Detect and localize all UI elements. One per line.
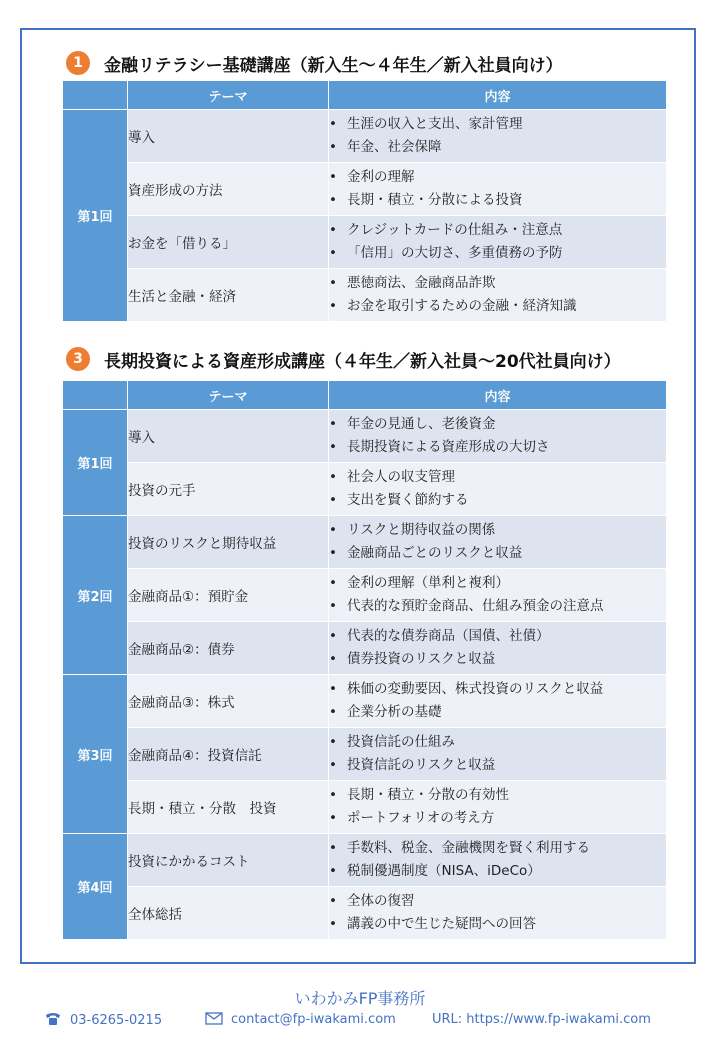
list-item-text: お金を取引するための金融・経済知識 — [347, 298, 577, 314]
list-item-text: リスクと期待収益の関係 — [347, 522, 496, 538]
list-item — [329, 113, 666, 136]
phone-icon — [44, 1012, 62, 1026]
bullet-icon: • — [329, 598, 337, 614]
bullet-icon: • — [329, 439, 337, 455]
content-cell — [329, 728, 667, 781]
table-row — [63, 887, 667, 940]
theme-cell: 生活と金融・経済 — [128, 269, 329, 322]
email-contact — [205, 1012, 396, 1027]
list-item — [329, 136, 666, 159]
bullet-icon: • — [329, 757, 337, 773]
content-list — [329, 219, 666, 265]
list-item — [329, 489, 666, 512]
phone-contact — [44, 1012, 162, 1028]
list-item-text: 講義の中で生じた疑問への回答 — [347, 916, 536, 932]
list-item-text: 支出を賢く節約する — [347, 492, 469, 508]
bullet-icon: • — [329, 522, 337, 538]
header-theme: テーマ — [128, 81, 329, 110]
bullet-icon: • — [329, 492, 337, 508]
content-list — [329, 166, 666, 212]
list-item — [329, 189, 666, 212]
list-item — [329, 837, 666, 860]
list-item — [329, 436, 666, 459]
section-title: 長期投資による資産形成講座（４年生／新入社員～20代社員向け） — [104, 351, 621, 372]
bullet-icon: • — [329, 704, 337, 720]
content-list — [329, 413, 666, 459]
table-row — [63, 463, 667, 516]
list-item-text: 生涯の収入と支出、家計管理 — [347, 116, 523, 132]
list-item — [329, 807, 666, 830]
list-item — [329, 784, 666, 807]
content-list — [329, 466, 666, 512]
header-theme: テーマ — [128, 381, 329, 410]
bullet-icon: • — [329, 863, 337, 879]
header-session-cell — [63, 81, 128, 110]
theme-cell: 金融商品①：預貯金 — [128, 569, 329, 622]
table-row — [63, 622, 667, 675]
bullet-icon: • — [329, 116, 337, 132]
table-header-row — [63, 381, 667, 410]
content-list — [329, 625, 666, 671]
section-1-heading — [66, 50, 563, 76]
list-item-text: ポートフォリオの考え方 — [347, 810, 495, 826]
list-item — [329, 890, 666, 913]
list-item — [329, 413, 666, 436]
table-row — [63, 110, 667, 163]
list-item — [329, 572, 666, 595]
session-label: 第4回 — [63, 834, 128, 940]
content-cell — [329, 834, 667, 887]
list-item-text: 債券投資のリスクと収益 — [347, 651, 496, 667]
table-row — [63, 516, 667, 569]
office-name: いわかみFP事務所 — [294, 989, 426, 1008]
bullet-icon: • — [329, 893, 337, 909]
list-item-text: 金利の理解（単利と複利） — [347, 575, 509, 591]
list-item-text: 長期・積立・分散の有効性 — [347, 787, 509, 803]
bullet-icon: • — [329, 245, 337, 261]
list-item — [329, 648, 666, 671]
list-item — [329, 542, 666, 565]
session-label: 第1回 — [63, 110, 128, 322]
content-cell — [329, 269, 667, 322]
bullet-icon: • — [329, 139, 337, 155]
list-item — [329, 860, 666, 883]
content-cell — [329, 887, 667, 940]
theme-cell: 金融商品③：株式 — [128, 675, 329, 728]
contact-bar — [0, 1012, 720, 1032]
list-item — [329, 754, 666, 777]
list-item — [329, 519, 666, 542]
mail-icon — [205, 1012, 223, 1025]
course-table-3 — [62, 380, 667, 940]
list-item — [329, 272, 666, 295]
theme-cell: 金融商品④：投資信託 — [128, 728, 329, 781]
list-item-text: 年金の見通し、老後資金 — [347, 416, 496, 432]
theme-cell: 投資にかかるコスト — [128, 834, 329, 887]
list-item — [329, 295, 666, 318]
session-label: 第1回 — [63, 410, 128, 516]
phone-number[interactable]: 03-6265-0215 — [70, 1013, 163, 1028]
header-session-cell — [63, 381, 128, 410]
bullet-icon: • — [329, 469, 337, 485]
bullet-icon: • — [329, 222, 337, 238]
content-cell — [329, 216, 667, 269]
list-item-text: 金融商品ごとのリスクと収益 — [347, 545, 523, 561]
bullet-icon: • — [329, 416, 337, 432]
bullet-icon: • — [329, 840, 337, 856]
content-list — [329, 519, 666, 565]
list-item-text: 税制優遇制度（NISA、iDeCo） — [347, 863, 541, 879]
theme-cell: お金を「借りる」 — [128, 216, 329, 269]
list-item — [329, 913, 666, 936]
section-title: 金融リテラシー基礎講座（新入生～４年生／新入社員向け） — [104, 55, 563, 76]
table-row — [63, 728, 667, 781]
bullet-icon: • — [329, 734, 337, 750]
session-label: 第3回 — [63, 675, 128, 834]
course-table-1 — [62, 80, 667, 322]
list-item-text: 手数料、税金、金融機関を賢く利用する — [347, 840, 590, 856]
bullet-icon: • — [329, 787, 337, 803]
content-list — [329, 837, 666, 883]
table-row — [63, 781, 667, 834]
content-list — [329, 731, 666, 777]
content-list — [329, 113, 666, 159]
list-item-text: 「信用」の大切さ、多重債務の予防 — [347, 245, 563, 261]
theme-cell: 導入 — [128, 410, 329, 463]
list-item-text: 企業分析の基礎 — [347, 704, 442, 720]
list-item — [329, 466, 666, 489]
content-cell — [329, 569, 667, 622]
session-label: 第2回 — [63, 516, 128, 675]
bullet-icon: • — [329, 916, 337, 932]
content-list — [329, 272, 666, 318]
list-item — [329, 242, 666, 265]
theme-cell: 導入 — [128, 110, 329, 163]
bullet-icon: • — [329, 192, 337, 208]
content-cell — [329, 675, 667, 728]
bullet-icon: • — [329, 545, 337, 561]
theme-cell: 投資のリスクと期待収益 — [128, 516, 329, 569]
table-row — [63, 216, 667, 269]
list-item — [329, 701, 666, 724]
content-cell — [329, 622, 667, 675]
bullet-icon: • — [329, 681, 337, 697]
content-list — [329, 572, 666, 618]
table-row — [63, 675, 667, 728]
section-number-badge: 1 — [66, 51, 90, 75]
list-item — [329, 219, 666, 242]
content-cell — [329, 781, 667, 834]
section-number-badge: 3 — [66, 347, 90, 371]
list-item — [329, 731, 666, 754]
theme-cell: 資産形成の方法 — [128, 163, 329, 216]
section-3-heading — [66, 346, 621, 372]
list-item — [329, 595, 666, 618]
table-row — [63, 163, 667, 216]
list-item-text: 代表的な預貯金商品、仕組み預金の注意点 — [347, 598, 604, 614]
bullet-icon: • — [329, 810, 337, 826]
list-item-text: 投資信託のリスクと収益 — [347, 757, 496, 773]
theme-cell: 投資の元手 — [128, 463, 329, 516]
list-item — [329, 166, 666, 189]
content-list — [329, 784, 666, 830]
theme-cell: 金融商品②：債券 — [128, 622, 329, 675]
table-row — [63, 410, 667, 463]
bullet-icon: • — [329, 169, 337, 185]
content-list — [329, 890, 666, 936]
content-list — [329, 678, 666, 724]
website-link[interactable]: URL: https://www.fp-iwakami.com — [432, 1012, 651, 1027]
list-item-text: 投資信託の仕組み — [347, 734, 455, 750]
list-item — [329, 625, 666, 648]
email-link[interactable]: contact@fp-iwakami.com — [231, 1012, 396, 1027]
bullet-icon: • — [329, 575, 337, 591]
list-item-text: 全体の復習 — [347, 893, 415, 909]
list-item-text: 金利の理解 — [347, 169, 415, 185]
list-item-text: 長期投資による資産形成の大切さ — [347, 439, 550, 455]
bullet-icon: • — [329, 298, 337, 314]
table-header-row — [63, 81, 667, 110]
theme-cell: 長期・積立・分散 投資 — [128, 781, 329, 834]
table-row — [63, 569, 667, 622]
list-item — [329, 678, 666, 701]
list-item-text: 代表的な債券商品（国債、社債） — [347, 628, 550, 644]
list-item-text: 長期・積立・分散による投資 — [347, 192, 523, 208]
bullet-icon: • — [329, 651, 337, 667]
table-row — [63, 834, 667, 887]
content-cell — [329, 410, 667, 463]
table-row — [63, 269, 667, 322]
bullet-icon: • — [329, 275, 337, 291]
header-content: 内容 — [329, 81, 667, 110]
list-item-text: クレジットカードの仕組み・注意点 — [347, 222, 563, 238]
content-cell — [329, 163, 667, 216]
content-cell — [329, 516, 667, 569]
list-item-text: 株価の変動要因、株式投資のリスクと収益 — [347, 681, 604, 697]
list-item-text: 年金、社会保障 — [347, 139, 442, 155]
list-item-text: 社会人の収支管理 — [347, 469, 455, 485]
bullet-icon: • — [329, 628, 337, 644]
theme-cell: 全体総括 — [128, 887, 329, 940]
content-cell — [329, 110, 667, 163]
content-cell — [329, 463, 667, 516]
list-item-text: 悪徳商法、金融商品詐欺 — [347, 275, 496, 291]
header-content: 内容 — [329, 381, 667, 410]
